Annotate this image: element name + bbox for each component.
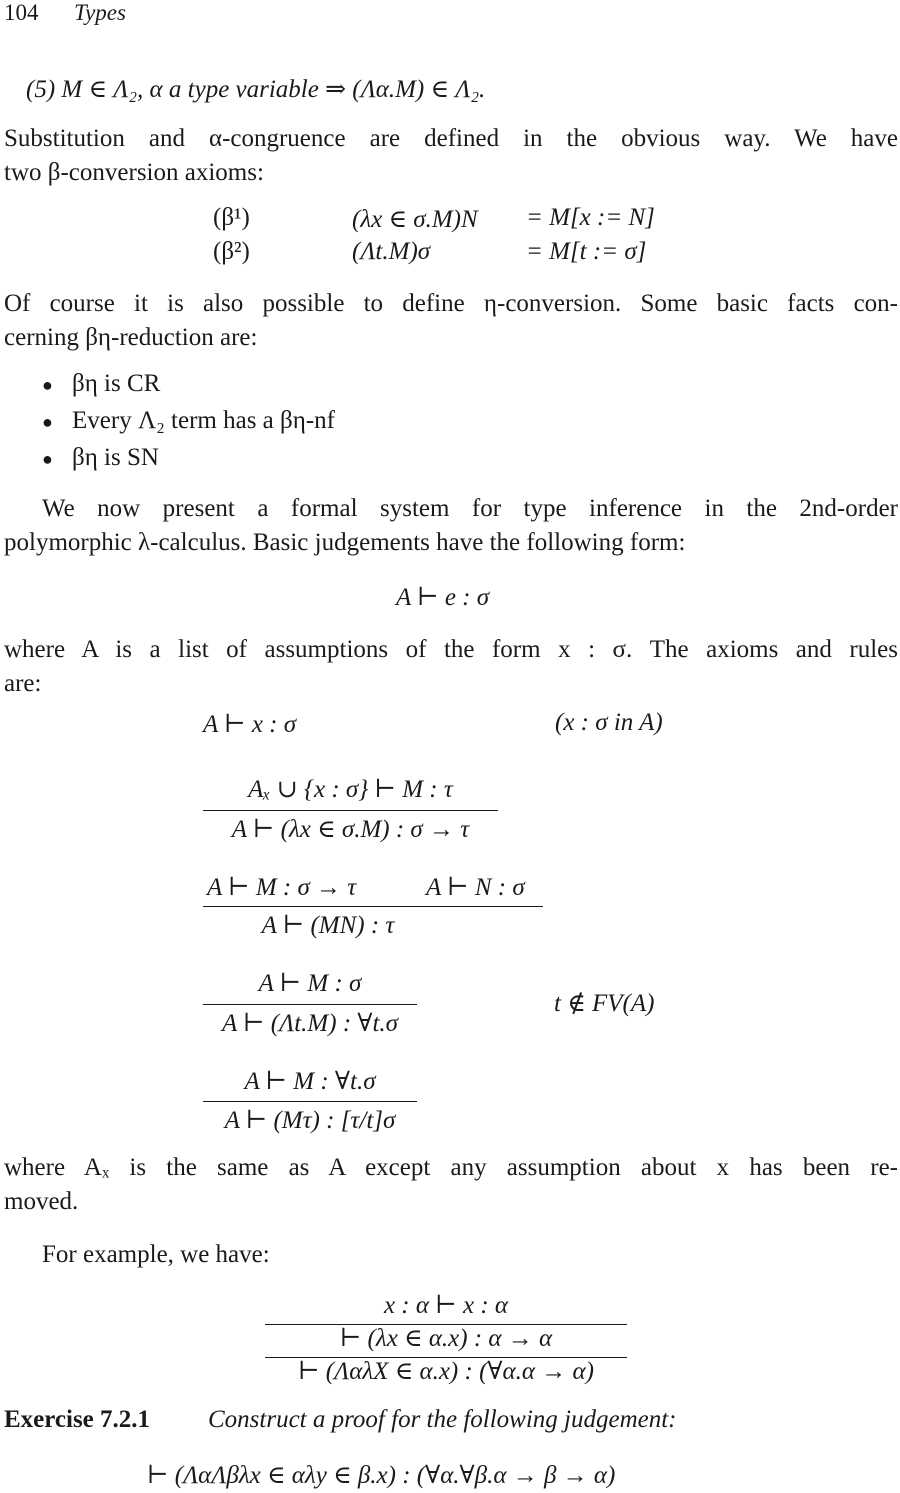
paragraph-line: are: [4, 670, 42, 697]
paragraph-line: Substitution and α-congruence are defined in the obvious way. We have [4, 125, 898, 152]
bullet-icon: ● [42, 449, 53, 469]
exercise-judgement: ⊢ (ΛαΛβλx ∈ αλy ∈ β.x) : (∀α.∀β.α → β → α) [147, 1462, 616, 1489]
rule-abs-conclusion: A ⊢ (λx ∈ σ.M) : σ → τ [231, 816, 470, 843]
paragraph-line: two β-conversion axioms: [4, 159, 264, 186]
rule-tapp-bar [203, 1101, 417, 1102]
example-line-2: ⊢ (λx ∈ α.x) : α → α [339, 1325, 553, 1352]
rule-app-premise-2: A ⊢ N : σ [426, 874, 525, 901]
judgement-form: A ⊢ e : σ [396, 584, 490, 611]
rule-tapp-conclusion: A ⊢ (Mτ) : [τ/t]σ [224, 1107, 396, 1134]
paragraph-line: moved. [4, 1188, 79, 1215]
rule-abs-bar [203, 810, 498, 811]
list-item: βη is SN [72, 444, 159, 471]
list-item: Every Λ₂ term has a βη-nf [72, 407, 335, 434]
paragraph-present [4, 492, 898, 560]
bullet-icon: ● [42, 375, 53, 395]
paragraph-example: For example, we have: [42, 1241, 270, 1268]
paragraph-where [4, 633, 898, 701]
bullet-icon: ● [42, 412, 53, 432]
list-item: βη is CR [72, 370, 161, 397]
paragraph-ax [4, 1151, 898, 1219]
rule-app-bar [203, 906, 543, 907]
axiom-beta2-rhs: = M[t := σ] [526, 238, 647, 265]
paragraph-line: polymorphic λ-calculus. Basic judgements have the following form: [4, 529, 686, 556]
example-line-1: x : α ⊢ x : α [383, 1292, 509, 1319]
rule-abs-premise: Aₓ ∪ {x : σ} ⊢ M : τ [248, 776, 453, 803]
axiom-beta2-label: (β²) [213, 238, 250, 265]
rule-axiom-conclusion: A ⊢ x : σ [203, 711, 297, 738]
axiom-beta2-lhs: (Λt.M)σ [352, 238, 431, 265]
paragraph-line: where A is a list of assumptions of the form x : σ. The axioms and rules [4, 636, 898, 663]
paragraph-line: We now present a formal system for type inference in the 2nd-order [42, 495, 898, 522]
exercise-label: Exercise 7.2.1 [4, 1406, 151, 1433]
rule-app-conclusion: A ⊢ (MN) : τ [261, 912, 395, 939]
axiom-beta1-label: (β¹) [213, 204, 250, 231]
paragraph-line: where Aₓ is the same as A except any assumption about x has been re- [4, 1154, 898, 1181]
paragraph-eta [4, 287, 898, 355]
rule-tabs-bar [203, 1004, 417, 1005]
paragraph-substitution [4, 122, 898, 190]
paragraph-line: cerning βη-reduction are: [4, 324, 258, 351]
rule-app-premise-1: A ⊢ M : σ → τ [207, 874, 357, 901]
axiom-beta1-lhs: (λx ∈ σ.M)N [352, 206, 478, 233]
rule-tabs-conclusion: A ⊢ (Λt.M) : ∀t.σ [221, 1010, 399, 1037]
axiom-beta1-rhs: = M[x := N] [526, 204, 655, 231]
running-title: Types [74, 0, 126, 25]
rule-tabs-side-condition: t ∉ FV(A) [554, 990, 655, 1017]
rule-tabs-premise: A ⊢ M : σ [258, 970, 362, 997]
rule-tapp-premise: A ⊢ M : ∀t.σ [244, 1068, 376, 1095]
clause-5: (5) M ∈ Λ₂, α a type variable ⇒ (Λα.M) ∈ Λ₂. [26, 76, 486, 103]
paragraph-line: Of course it is also possible to define η-conversion. Some basic facts con- [4, 290, 898, 317]
rule-axiom-side-condition: (x : σ in A) [555, 709, 663, 736]
exercise-text: Construct a proof for the following judgement: [208, 1406, 677, 1433]
example-line-3: ⊢ (ΛαλX ∈ α.x) : (∀α.α → α) [298, 1358, 594, 1385]
page-number: 104 [4, 0, 39, 25]
